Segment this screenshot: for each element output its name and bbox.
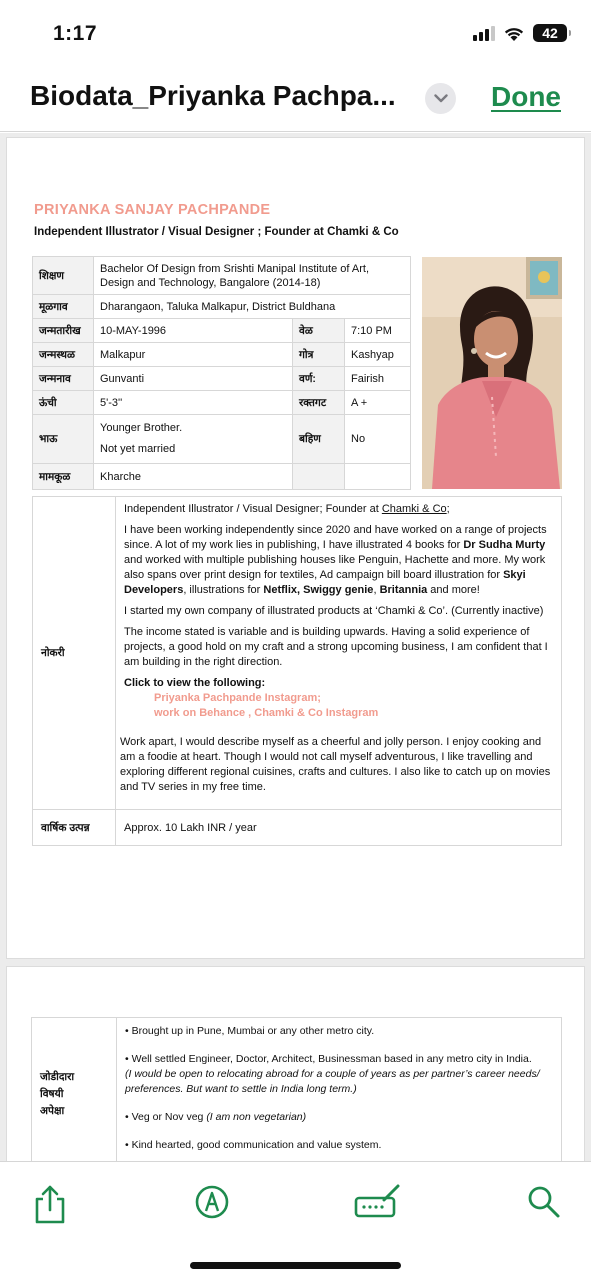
p1-text-g: , <box>373 584 380 596</box>
occupation-intro <box>124 502 557 517</box>
p1-text-e: , illustrations for <box>183 584 264 596</box>
instagram-link[interactable]: Priyanka Pachpande Instagram; <box>154 692 321 704</box>
partner-expectations-table <box>31 1017 562 1161</box>
birth-time-label: वेळ <box>293 319 345 343</box>
fill-sign-button[interactable] <box>354 1184 402 1220</box>
blood-group-value: A + <box>345 391 411 415</box>
wifi-icon <box>503 25 525 42</box>
education-label: शिक्षण <box>33 257 94 295</box>
expectation-item: • Veg or Nov veg (I am non vegetarian) <box>125 1111 307 1123</box>
occupation-table <box>32 496 562 846</box>
document-page-2 <box>6 966 585 1161</box>
status-icons <box>473 24 567 42</box>
personal-info-table <box>32 256 411 490</box>
brother-line-2: Not yet married <box>100 443 176 455</box>
search-button[interactable] <box>526 1184 562 1220</box>
brother-label: भाऊ <box>33 415 94 464</box>
birth-time-value: 7:10 PM <box>345 319 411 343</box>
expectation-text: Brought up in Pune, Mumbai or any other metro city. <box>131 1025 375 1037</box>
title-menu-button[interactable] <box>425 83 456 114</box>
profile-role: Independent Illustrator / Visual Designer ; Founder at Chamki & Co <box>34 226 399 238</box>
markup-icon <box>194 1184 230 1220</box>
income-label: वार्षिक उत्पन्न <box>33 810 116 846</box>
document-title: Biodata_Priyanka Pachpa... <box>30 80 396 111</box>
battery-indicator: 42 <box>533 24 567 42</box>
done-button[interactable]: Done <box>491 81 561 112</box>
home-indicator <box>190 1262 401 1269</box>
share-button[interactable] <box>32 1184 68 1220</box>
status-bar <box>0 0 591 70</box>
sister-label: बहिण <box>293 415 345 464</box>
expectation-note: (I would be open to relocating abroad for a couple of years as per partner’s career needs/ preferences. But want to settle in India long term.) <box>125 1068 540 1095</box>
chevron-down-icon <box>434 94 448 103</box>
p1-text-c: and worked with multiple publishing houses like Penguin, Hachette and more. My work also spans over print design for textiles, Ad campaign bill board illustration for <box>124 554 546 581</box>
brother-line-1: Younger Brother. <box>100 422 183 434</box>
p1-bold-b: Dr Sudha Murty <box>463 539 546 551</box>
complexion-label: वर्ण: <box>293 367 345 391</box>
partner-expectations-label <box>32 1018 117 1162</box>
p1-bold-h: Britannia <box>379 584 428 596</box>
document-page-1 <box>6 137 585 959</box>
expectation-text: Kind hearted, good communication and value system. <box>131 1139 382 1151</box>
status-time: 1:17 <box>53 22 98 45</box>
profile-name: PRIYANKA SANJAY PACHPANDE <box>34 202 271 218</box>
occupation-paragraph-1 <box>124 523 557 598</box>
partner-label-line-2: विषयी <box>40 1087 64 1100</box>
p1-bold-d: Skyi Developers <box>124 569 526 596</box>
click-heading: Click to view the following: <box>124 677 266 689</box>
birthplace-value: Malkapur <box>94 343 293 367</box>
expectation-text: Well settled Engineer, Doctor, Architect, Businessman based in any metro city in India. <box>131 1053 532 1065</box>
search-icon <box>526 1184 562 1220</box>
birthplace-label: जन्मस्थळ <box>33 343 94 367</box>
birthname-label: जन्मनाव <box>33 367 94 391</box>
occupation-details <box>116 497 562 810</box>
nav-bar <box>0 70 591 132</box>
gotra-label: गोत्र <box>293 343 345 367</box>
p1-bold-f: Netflix, Swiggy genie <box>263 584 374 596</box>
occupation-paragraph-3: The income stated is variable and is building upwards. Having a solid experience of projects, a good hold on my craft and a strong upcoming business, I am confident that I am building in the right direction. <box>124 626 548 668</box>
height-label: ऊंची <box>33 391 94 415</box>
markup-button[interactable] <box>194 1184 230 1220</box>
occupation-intro-text: Independent Illustrator / Visual Designer; Founder at <box>124 503 382 515</box>
maternal-family-label: मामकूळ <box>33 464 94 490</box>
keyboard-pen-icon <box>354 1184 402 1220</box>
occupation-intro-suffix: ; <box>446 503 450 515</box>
native-place-value: Dharangaon, Taluka Malkapur, District Buldhana <box>94 295 411 319</box>
education-value: Bachelor Of Design from Srishti Manipal Institute of Art, Design and Technology, Bangalore (2014-18) <box>94 257 411 295</box>
expectation-item: • Kind hearted, good communication and value system. <box>125 1139 382 1151</box>
partner-label-line-3: अपेक्षा <box>40 1104 65 1117</box>
document-viewer[interactable] <box>0 133 591 1161</box>
complexion-value: Fairish <box>345 367 411 391</box>
height-value: 5'-3'' <box>94 391 293 415</box>
occupation-label: नोकरी <box>33 497 116 810</box>
chamki-link[interactable]: Chamki & Co <box>381 503 447 515</box>
dob-value: 10-MAY-1996 <box>94 319 293 343</box>
income-value: Approx. 10 Lakh INR / year <box>116 810 562 846</box>
partner-label-line-1: जोडीदारा <box>40 1070 75 1083</box>
birthname-value: Gunvanti <box>94 367 293 391</box>
expectation-item: • Brought up in Pune, Mumbai or any other metro city. <box>125 1025 375 1037</box>
maternal-family-value: Kharche <box>94 464 293 490</box>
sister-value: No <box>345 415 411 464</box>
partner-expectations-list <box>117 1018 562 1162</box>
gotra-value: Kashyap <box>345 343 411 367</box>
native-place-label: मूळगाव <box>33 295 94 319</box>
p1-text-i: and more! <box>427 584 480 596</box>
expectation-item: • Well settled Engineer, Doctor, Architect, Businessman based in any metro city in India. (I would be open to relocating abroad for a couple of years as per partner’s career needs/ preferences. But want to settle in India long term.) <box>125 1053 540 1095</box>
share-icon <box>32 1184 68 1224</box>
p1-text-a: I have been working independently since 2020 and have worked on a range of projects since. A lot of my work lies in publishing, I have illustrated 4 books for <box>124 524 547 551</box>
behance-link[interactable]: work on Behance , Chamki & Co Instagram <box>154 707 379 719</box>
expectation-note: (I am non vegetarian) <box>206 1111 307 1123</box>
brother-value <box>94 415 293 464</box>
blood-group-label: रक्तगट <box>293 391 345 415</box>
occupation-paragraph-2: I started my own company of illustrated products at ‘Chamki & Co’. (Currently inactive) <box>124 605 544 617</box>
expectation-text: Veg or Nov veg <box>131 1111 207 1123</box>
dob-label: जन्मतारीख <box>33 319 94 343</box>
signal-icon <box>473 25 495 41</box>
occupation-paragraph-4: Work apart, I would describe myself as a cheerful and jolly person. I enjoy cooking and am a foodie at heart. Though I would not call myself adventurous, I like travelling and exploring different regional cuisines, crafts and cultures. I also like to catch up on movies and TV series in my free time. <box>120 736 551 793</box>
profile-photo <box>422 257 562 489</box>
